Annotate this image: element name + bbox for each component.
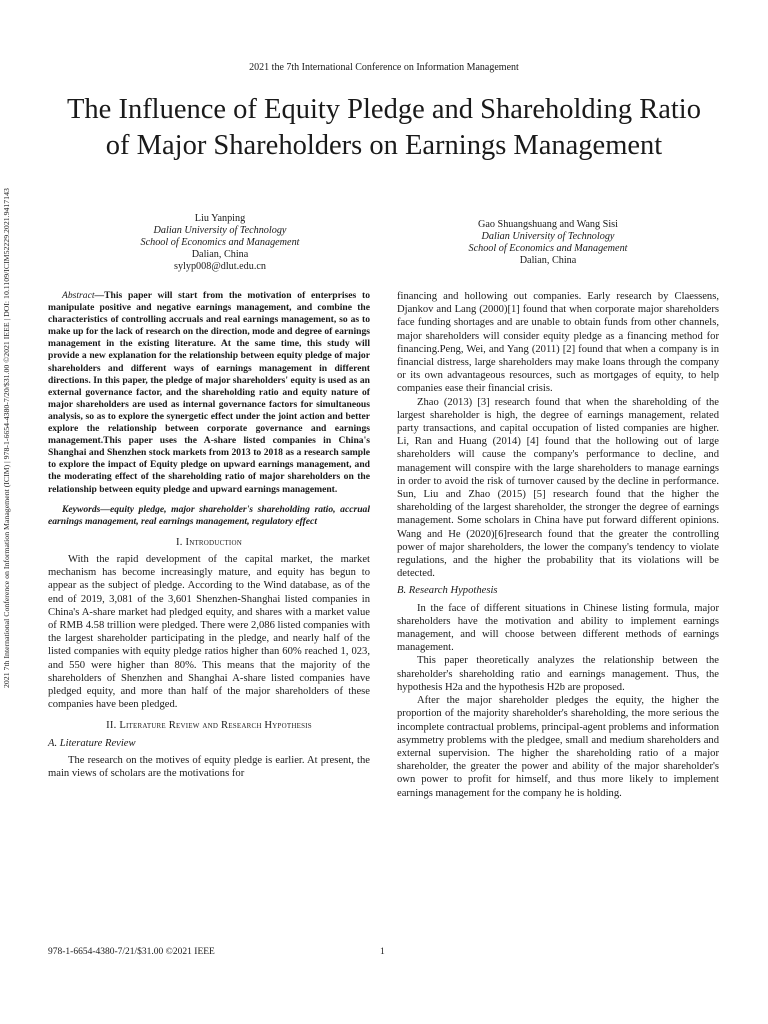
body-paragraph: In the face of different situations in Chinese listing formula, major shareholders have the motivation and ability to implement earnings management, and will choose between different methods of earnings management.	[397, 602, 719, 654]
subsection-heading-literature-review: A. Literature Review	[48, 737, 136, 749]
keywords	[48, 504, 370, 528]
author-name: Liu Yanping	[194, 213, 246, 224]
author-block-2	[438, 219, 658, 267]
author-affiliation: Dalian University of Technology	[153, 225, 287, 236]
abstract-text: This paper will start from the motivation of enterprises to manipulate positive and negative earnings management, and combine the characteristics of controlling accruals and real earnings management, so as to make up for the lack of research on the direction, mode and degree of earnings management in the existing literature. At the same time, this study will provide a new explanation for the relationship between equity pledge of major shareholders and different ways of earnings management in different directions. In this paper, the pledge of major shareholders' equity is used as an external governance factor, and the shareholding ratio and equity nature of major shareholders are used as internal governance factors for simultaneous analysis, so as to explore the synergetic effect under the joint action and better explore the relationship between corporate governance and earnings management.This paper uses the A-share listed companies in China's Shanghai and Shenzhen stock markets from 2013 to 2018 as a research sample to explore the impact of Equity pledge on upward earnings management, and the moderating effect of the shareholding ratio of major shareholders on the relationship between equity pledge and upward earnings management.	[48, 290, 370, 495]
paper-title: The Influence of Equity Pledge and Shareholding Ratio of Major Shareholders on Earnings Management	[67, 94, 701, 161]
author-block-1	[110, 213, 330, 273]
body-paragraph: This paper theoretically analyzes the relationship between the shareholder's shareholding ratio and earnings management. Thus, the hypothesis H2a and the hypothesis H2b are proposed.	[397, 655, 719, 693]
abstract-dash: —	[94, 290, 105, 301]
right-column	[397, 290, 719, 800]
side-margin-text: 2021 7th International Conference on Information Management (ICIM) | 978-1-6654-4380-7/20/$31.00 ©2021 IEEE | DOI: 10.1109/ICIM52229.2021.9417143	[2, 188, 11, 688]
intro-paragraph: With the rapid development of the capital market, the market mechanism has become increasingly mature, and equity has begun to appear as the subject of pledge. According to the Wind database, as of the end of 2019, 3,081 of the 3,601 Shenzhen-Shanghai listed companies in China's A-share market had pledged equity, and shares with a market value of RMB 4.58 trillion were pledged. There were 2,086 listed companies with the largest shareholder participating in the pledge, and nearly half of the listed companies with equity pledge ratios higher than 60% reached 1, 023, and 550 were higher than 80%. This means that the majority of the shareholders of Shenzhen and Shanghai A-share listed companies have pledged equity, and more than half of the major shareholders of these companies have been pledged.	[48, 553, 370, 711]
section-heading-introduction: I. Introduction	[176, 536, 242, 548]
author-location: Dalian, China	[519, 255, 577, 266]
keywords-dash: —	[100, 503, 110, 515]
abstract-label: Abstract	[62, 290, 95, 301]
body-paragraph-continued: financing and hollowing out companies. Early research by Claessens, Djankov and Lang (2000)[1] found that when corporate major shareholders face funding shortages and are unable to obtain funds from other channels, major shareholders will consider equity pledge as a financing method for financing.Peng, Wei, and Yang (2011) [2] found that when a company is in financial distress, large shareholders may make loans through the company or its own advantageous resources, such as mortgages of equity, to help companies ease their financial crisis.	[397, 291, 719, 395]
literature-paragraph: The research on the motives of equity pledge is earlier. At present, the main views of scholars are the motivations for	[48, 754, 370, 780]
author-location: Dalian, China	[191, 249, 249, 260]
abstract	[48, 290, 370, 496]
body-paragraph: After the major shareholder pledges the equity, the higher the proportion of the majority shareholder's shareholding, the more serious the incomplete contractual problems, principal-agent problems and information asymmetry problems with the pledgee, small and medium shareholders and external supervision. The higher the shareholding ratio of a major shareholder, the greater the power and ability of the major shareholder's own power to profit for himself, and thus more likely to implement earnings management for the company he is holding.	[397, 695, 719, 799]
keywords-label: Keywords	[62, 503, 101, 515]
conference-header: 2021 the 7th International Conference on Information Management	[249, 62, 519, 73]
subsection-heading-research-hypothesis: B. Research Hypothesis	[397, 585, 498, 597]
keywords-text: equity pledge, major shareholder's shareholding ratio, accrual earnings management, real earnings management, regulatory effect	[48, 503, 370, 527]
footer-isbn: 978-1-6654-4380-7/21/$31.00 ©2021 IEEE	[48, 947, 215, 957]
author-email: sylyp008@dlut.edu.cn	[173, 261, 266, 272]
author-name: Gao Shuangshuang and Wang Sisi	[478, 219, 618, 230]
page-number: 1	[380, 947, 385, 957]
body-paragraph: Zhao (2013) [3] research found that when the shareholding of the largest shareholder is high, the degree of earnings management, related party transactions, and capital occupation of listed companies are higher. Li, Ran and Huang (2014) [4] found that the hollowing out of large shareholders will cause the company's performance to decline, and management will conspire with the large shareholders to manage earnings in order to avoid the risk of turnover caused by the decline in performance. Sun, Liu and Zhao (2015) [5] research found that the higher the shareholding of the largest shareholder, the stronger the degree of earnings management. Some scholars in China have put forward different opinions. Wang and He (2020)[6]research found that the greater the controlling power of major shareholders, the lower the company's tendency to violate regulations, and the higher the probability that its violations will be detected.	[397, 396, 719, 580]
author-department: School of Economics and Management	[468, 243, 628, 254]
left-column	[48, 290, 370, 780]
author-department: School of Economics and Management	[140, 237, 300, 248]
section-heading-literature: II. Literature Review and Research Hypothesis	[106, 720, 312, 732]
author-affiliation: Dalian University of Technology	[481, 231, 615, 242]
